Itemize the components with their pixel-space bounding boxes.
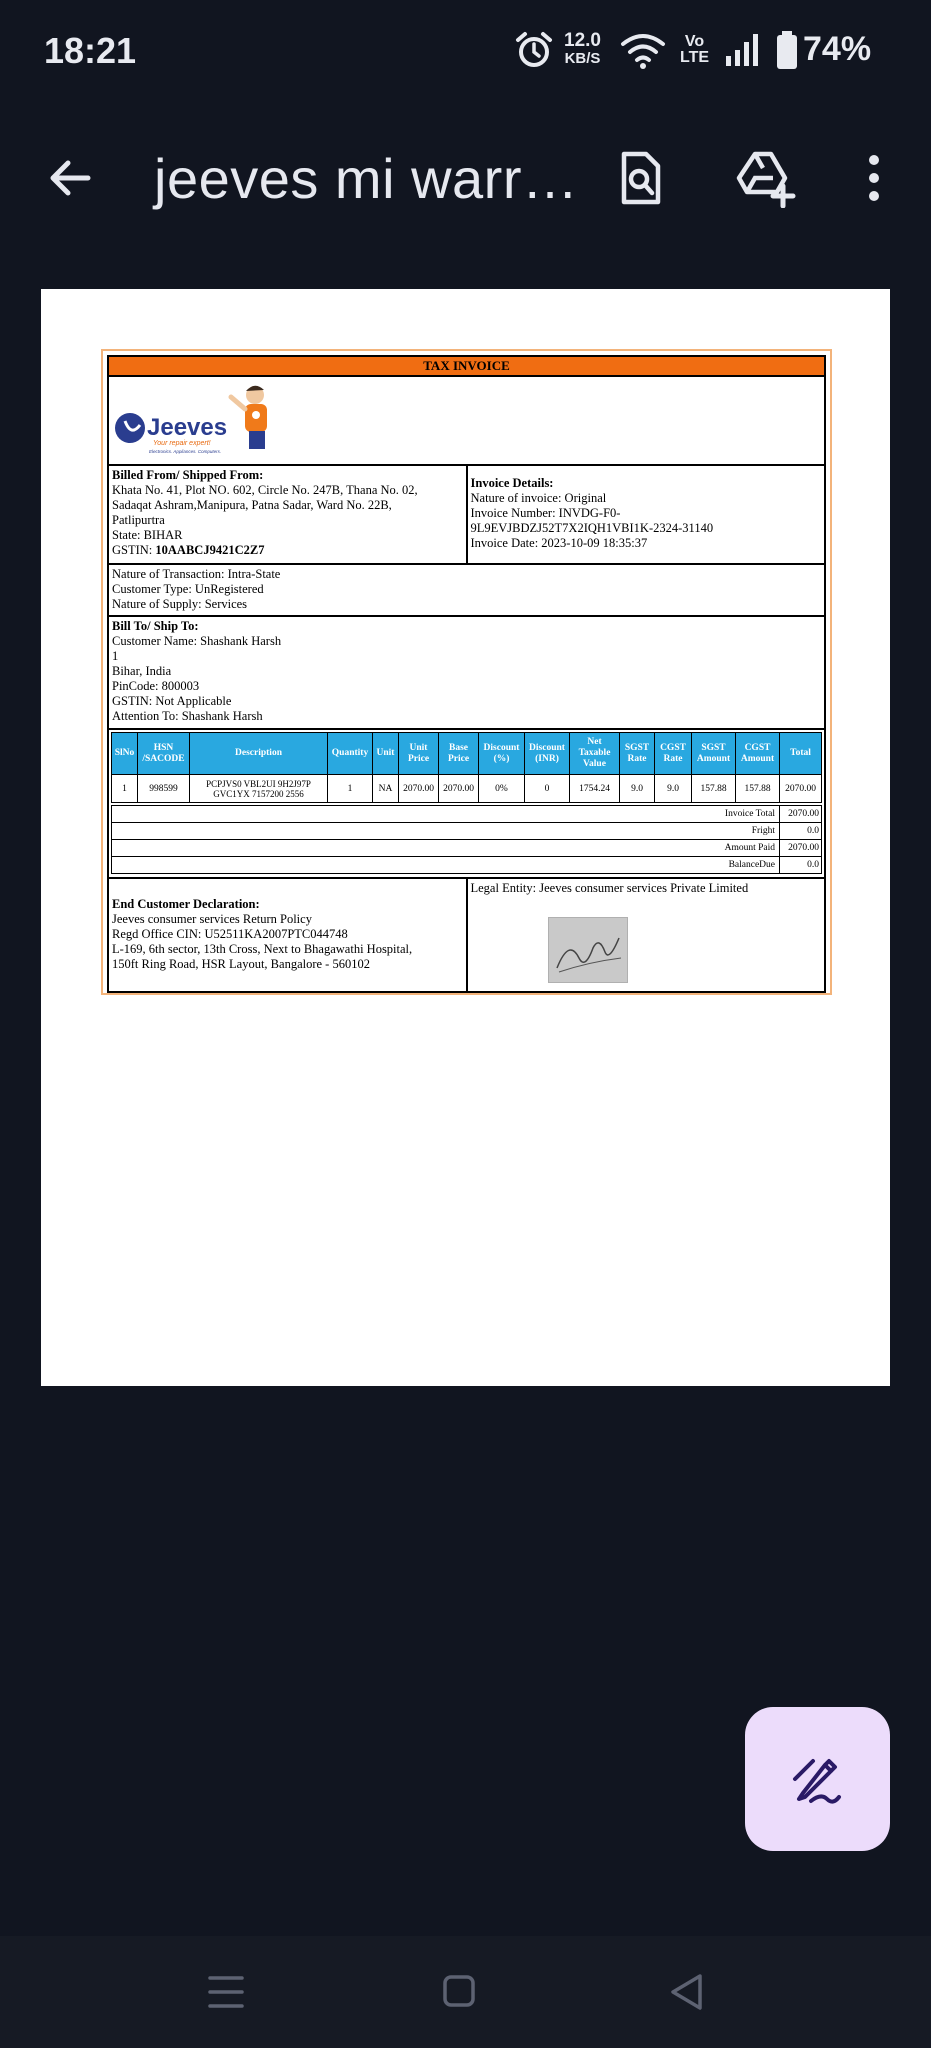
cell: 2070.00 <box>399 775 439 803</box>
edit-pen-icon <box>787 1749 847 1809</box>
invoice-details-heading: Invoice Details: <box>470 476 554 490</box>
cell: 2070.00 <box>780 775 822 803</box>
cell: 1 <box>328 775 373 803</box>
bill-to <box>109 617 824 730</box>
bill-to-region: Bihar, India <box>112 664 172 678</box>
document-title: jeeves mi warr… <box>154 147 579 210</box>
total-row <box>112 840 822 857</box>
total-value: 0.0 <box>780 823 822 840</box>
items-section <box>109 730 824 874</box>
net-speed <box>564 32 601 68</box>
billing-row <box>109 466 824 565</box>
pdf-page[interactable] <box>41 289 890 1386</box>
cell: 1 <box>112 775 138 803</box>
col-discount-pct: Discount (%) <box>479 733 525 775</box>
gstin-value: 10AABCJ9421C2Z7 <box>155 543 265 557</box>
invoice-details <box>468 466 825 563</box>
logo-tagline: Your repair expert! <box>153 440 211 447</box>
total-label: Fright <box>112 823 780 840</box>
jeeves-logo <box>113 381 283 461</box>
cell: 998599 <box>138 775 190 803</box>
totals-table <box>111 805 822 874</box>
system-nav-bar <box>0 1936 931 2048</box>
attention-to: Attention To: Shashank Harsh <box>112 709 263 723</box>
battery-icon <box>775 30 799 70</box>
total-row <box>112 806 822 823</box>
app-bar <box>0 120 931 230</box>
legal-entity-box <box>468 879 825 991</box>
col-slno: SlNo <box>112 733 138 775</box>
customer-type: Customer Type: UnRegistered <box>112 582 264 596</box>
col-sgst-rate: SGST Rate <box>620 733 655 775</box>
billed-from-heading: Billed From/ Shipped From: <box>112 468 264 482</box>
total-value: 2070.00 <box>780 840 822 857</box>
total-row <box>112 823 822 840</box>
bill-to-gstin: GSTIN: Not Applicable <box>112 694 232 708</box>
total-value: 0.0 <box>780 857 822 874</box>
wifi-icon <box>620 32 666 70</box>
cell: 0% <box>479 775 525 803</box>
total-label: Invoice Total <box>112 806 780 823</box>
bill-to-heading: Bill To/ Ship To: <box>112 619 199 633</box>
billed-from-state: State: BIHAR <box>112 528 183 542</box>
col-sgst-amount: SGST Amount <box>692 733 736 775</box>
net-speed-unit: KB/S <box>564 50 601 67</box>
search-document-icon[interactable] <box>610 148 670 208</box>
more-vert-icon[interactable] <box>854 148 894 208</box>
volte-bottom: LTE <box>680 49 710 66</box>
battery-percent: 74% <box>803 30 872 68</box>
back-icon[interactable] <box>668 1972 704 2012</box>
logo-subtag: Electronics. Appliances. Computers. <box>149 449 222 454</box>
col-cgst-amount: CGST Amount <box>736 733 780 775</box>
alarm-icon <box>514 30 554 70</box>
invoice-nature: Nature of invoice: Original <box>470 491 607 505</box>
cell: 0 <box>525 775 570 803</box>
status-time: 18:21 <box>44 30 137 71</box>
billed-from-line: Sadaqat Ashram,Manipura, Patna Sadar, Ward No. 22B, <box>112 498 392 512</box>
customer-declaration <box>109 879 468 991</box>
col-unit: Unit <box>373 733 399 775</box>
billed-from-line: Patlipurtra <box>112 513 165 527</box>
col-quantity: Quantity <box>328 733 373 775</box>
bill-to-pincode: PinCode: 800003 <box>112 679 200 693</box>
transaction-info <box>109 565 824 617</box>
logo-brand: Jeeves <box>147 414 228 441</box>
logo-row <box>109 377 824 466</box>
invoice-number-2: 9L9EVJBDZJ52T7X2IQH1VBI1K-2324-31140 <box>470 521 714 535</box>
office-address-2: 150ft Ring Road, HSR Layout, Bangalore - 560102 <box>112 957 370 971</box>
billed-from <box>109 466 468 563</box>
invoice-number-1: Invoice Number: INVDG-F0- <box>470 506 621 520</box>
total-value: 2070.00 <box>780 806 822 823</box>
legal-entity: Legal Entity: Jeeves consumer services Private Limited <box>470 881 749 895</box>
signature-image <box>548 917 628 983</box>
drive-add-icon[interactable] <box>733 148 797 208</box>
volte-indicator <box>680 34 709 66</box>
home-icon[interactable] <box>442 1974 476 2008</box>
cell: PCPJVS0 VBL2UI 9H2J97P GVC1YX 7157200 2556 <box>190 775 328 803</box>
invoice <box>101 349 832 995</box>
bill-to-line1: 1 <box>112 649 119 663</box>
col-cgst-rate: CGST Rate <box>655 733 692 775</box>
volte-top: Vo <box>684 33 705 50</box>
billed-from-line: Khata No. 41, Plot NO. 602, Circle No. 247B, Thana No. 02, <box>112 483 418 497</box>
cell: 2070.00 <box>439 775 479 803</box>
declaration-row <box>109 877 824 991</box>
cell: 9.0 <box>655 775 692 803</box>
declaration-heading: End Customer Declaration: <box>112 897 260 911</box>
invoice-inner <box>107 355 826 993</box>
col-description: Description <box>190 733 328 775</box>
cell: 1754.24 <box>570 775 620 803</box>
return-policy: Jeeves consumer services Return Policy <box>112 912 312 926</box>
col-base-price: Base Price <box>439 733 479 775</box>
col-hsn: HSN /SACODE <box>138 733 190 775</box>
back-arrow-icon[interactable] <box>44 150 100 206</box>
cell: NA <box>373 775 399 803</box>
transaction-nature: Nature of Transaction: Intra-State <box>112 567 281 581</box>
cell: 157.88 <box>736 775 780 803</box>
office-address-1: L-169, 6th sector, 13th Cross, Next to Bhagawathi Hospital, <box>112 942 413 956</box>
customer-name: Customer Name: Shashank Harsh <box>112 634 282 648</box>
status-bar <box>0 0 931 100</box>
table-row <box>112 775 822 803</box>
col-discount-inr: Discount (INR) <box>525 733 570 775</box>
col-total: Total <box>780 733 822 775</box>
cell: 9.0 <box>620 775 655 803</box>
regd-office-cin: Regd Office CIN: U52511KA2007PTC044748 <box>112 927 348 941</box>
recents-icon[interactable] <box>206 1972 246 2012</box>
signal-icon <box>724 32 760 68</box>
cell: 157.88 <box>692 775 736 803</box>
col-net-taxable: Net Taxable Value <box>570 733 620 775</box>
total-row <box>112 857 822 874</box>
supply-nature: Nature of Supply: Services <box>112 597 248 611</box>
col-unit-price: Unit Price <box>399 733 439 775</box>
net-speed-value: 12.0 <box>564 30 601 51</box>
total-label: Amount Paid <box>112 840 780 857</box>
edit-fab[interactable] <box>745 1707 890 1851</box>
gstin-label: GSTIN: <box>112 543 153 557</box>
invoice-date: Invoice Date: 2023-10-09 18:35:37 <box>470 536 648 550</box>
items-table <box>111 732 822 803</box>
total-label: BalanceDue <box>112 857 780 874</box>
invoice-title: TAX INVOICE <box>109 357 824 377</box>
